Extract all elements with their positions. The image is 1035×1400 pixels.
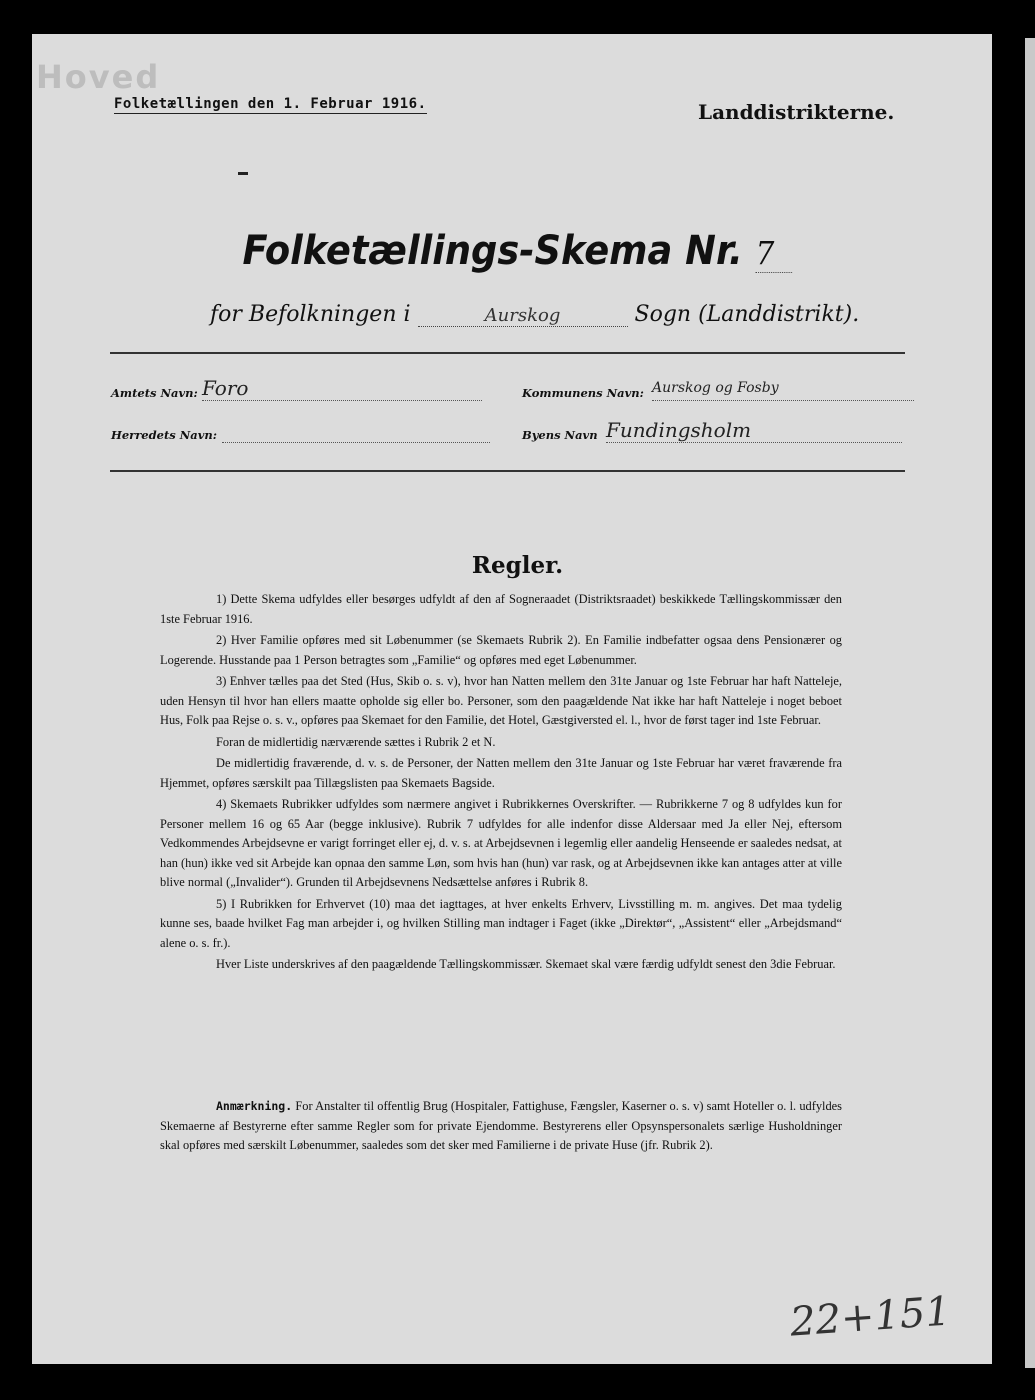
divider-top bbox=[110, 352, 905, 354]
subtitle-suffix: Sogn (Landdistrikt). bbox=[634, 302, 860, 327]
page-edge bbox=[1025, 38, 1035, 1368]
kommune-label: Kommunens Navn: bbox=[522, 386, 644, 400]
herred-field bbox=[222, 418, 490, 443]
rule-4: 4) Skemaets Rubrikker udfyldes som nærmere angivet i Rubrikkernes Overskrifter. — Rubrikkerne 7 og 8 udfyldes kun for Personer mellem 16 og 65 Aar (begge inklusive). Rubrik 7 udfyldes for alle indenfor disse Aldersaar med Ja eller Nej, eftersom Vedkommendes Arbejdsevne er varigt forringet eller ej, d. v. s. at Arbejdsevnen i legemlig eller aandelig Henseende er saaledes nedsat, at han (hun) ikke ved sit Arbejde kan opnaa den samme Løn, som hvis han (hun) var rask, og at Arbejdsevnen ikke kan antages atter at ville blive normal („Invalider“). Grunden til Arbejdsevnens Nedsættelse anføres i Rubrik 8. bbox=[160, 797, 842, 889]
census-date-header: Folketællingen den 1. Februar 1916. bbox=[114, 96, 427, 112]
rule-3: 3) Enhver tælles paa det Sted (Hus, Skib o. s. v), hvor han Natten mellem den 31te Januar og 1ste Februar har haft Natteleje, uden Hensyn til hvor han ellers maatte opholde sig eller bo. Personer, som den paagældende Nat ikke har haft Natteleje i noget beboet Hus, Folk paa Rejse o. s. v., opføres paa Skemaet for den Familie, det Hotel, Gæstgiversted el. l., hvor de først tager ind 1ste Februar. bbox=[160, 674, 842, 727]
rule-3-note-absent: De midlertidig fraværende, d. v. s. de Personer, der Natten mellem den 31te Januar og 1ste Februar har været fraværende fra Hjemmet, opføres særskilt paa Tillægslisten paa Skemaets Bagside. bbox=[160, 756, 842, 790]
rules-body bbox=[160, 590, 842, 977]
amt-label: Amtets Navn: bbox=[111, 386, 198, 400]
note-section bbox=[160, 1097, 842, 1156]
rule-2: 2) Hver Familie opføres med sit Løbenummer (se Skemaets Rubrik 2). En Familie indbefatter ogsaa dens Pensionærer og Logerende. Husstande paa 1 Person betragtes som „Familie“ og opføres med eget Løbenummer. bbox=[160, 633, 842, 667]
form-title bbox=[41, 228, 993, 274]
rule-5: 5) I Rubrikken for Erhvervet (10) maa det iagttages, at hver enkelts Erhverv, Livsstilling m. m. angives. Det maa tydelig kunne ses, baade hvilket Fag man arbejder i, og hvilken Stilling man indtager i Faget (ikke „Direktør“, „Assistent“ eller „Arbejdsmand“ alene o. s. fr.). bbox=[160, 896, 842, 950]
amt-field: Foro bbox=[202, 376, 482, 401]
divider-bottom bbox=[110, 470, 905, 472]
district-header: Landdistrikterne. bbox=[698, 100, 895, 124]
form-title-text: Folketællings-Skema Nr. bbox=[242, 228, 743, 274]
sogn-field: Aurskog bbox=[418, 305, 628, 327]
dash-mark bbox=[238, 172, 248, 175]
by-field: Fundingsholm bbox=[606, 418, 902, 443]
rule-1: 1) Dette Skema udfyldes eller besørges udfyldt af den af Sogneraadet (Distriktsraadet) beskikkede Tællingskommissær den 1ste Februar 1916. bbox=[160, 592, 842, 626]
rule-signature: Hver Liste underskrives af den paagældende Tællingskommissær. Skemaet skal være færdig udfyldt senest den 3die Februar. bbox=[216, 957, 836, 971]
rules-heading: Regler. bbox=[471, 552, 564, 579]
pencil-annotation: 22+151 bbox=[788, 1288, 953, 1346]
note-paragraph bbox=[160, 1097, 842, 1156]
note-label: Anmærkning. bbox=[216, 1099, 293, 1113]
form-subtitle bbox=[210, 302, 859, 327]
kommune-field: Aurskog og Fosby bbox=[652, 376, 914, 401]
by-label: Byens Navn bbox=[522, 428, 598, 442]
faded-stamp: Hoved bbox=[36, 58, 161, 96]
form-number: 7 bbox=[756, 234, 793, 273]
subtitle-prefix: for Befolkningen i bbox=[210, 302, 411, 327]
herred-label: Herredets Navn: bbox=[111, 428, 218, 442]
rule-3-note-present: Foran de midlertidig nærværende sættes i Rubrik 2 et N. bbox=[216, 734, 496, 749]
note-text: For Anstalter til offentlig Brug (Hospitaler, Fattighuse, Fængsler, Kaserner o. s. v) samt Hoteller o. l. udfyldes Skemaerne af Bestyrerne efter samme Regler som for private Ejendomme. Bestyrerens eller Opsynspersonalets særlige Husholdninger skal opføres med særskilt Løbenummer, saaledes som det sker med Familierne i de private Huse (jfr. Rubrik 2). bbox=[160, 1099, 842, 1152]
